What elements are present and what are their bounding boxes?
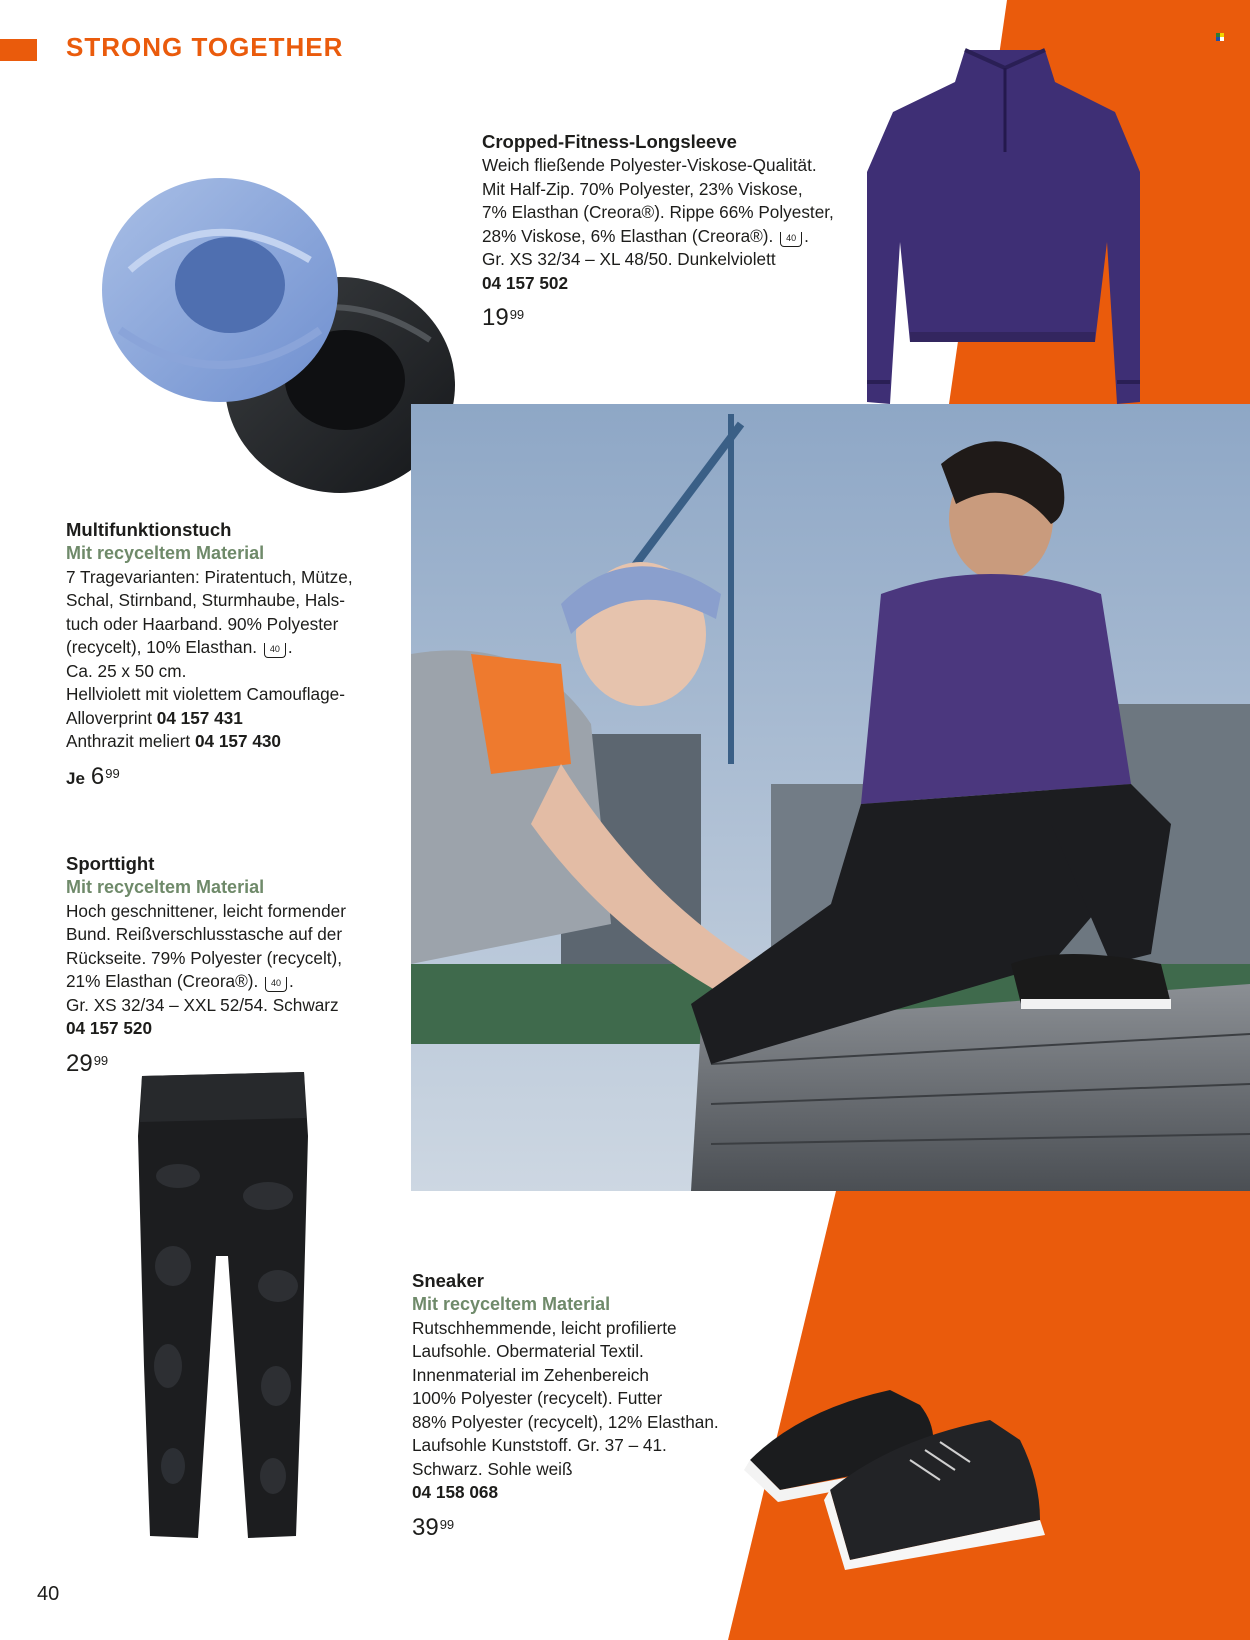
wash-40-icon: 40 xyxy=(780,232,802,247)
page-number: 40 xyxy=(37,1583,60,1605)
scarf-subtitle: Mit recyceltem Material xyxy=(66,543,265,563)
sport-tights-image xyxy=(128,1066,318,1546)
tights-line: 21% Elasthan (Creora®). xyxy=(66,971,259,991)
tights-price-main: 29 xyxy=(66,1049,93,1077)
tights-price-cents: 99 xyxy=(93,1052,109,1068)
tights-line: Rückseite. 79% Polyester (recycelt), xyxy=(66,947,343,968)
scarf-line: Ca. 25 x 50 cm. xyxy=(66,660,187,681)
longsleeve-line: 7% Elasthan (Creora®). Rippe 66% Polyester, xyxy=(482,202,834,222)
sneaker-line: Schwarz. Sohle weiß xyxy=(412,1458,573,1479)
scarf-price-prefix: Je xyxy=(66,768,85,788)
longsleeve-price-cents: 99 xyxy=(509,307,525,322)
sneaker-line: 100% Polyester (recycelt). Futter xyxy=(412,1388,663,1408)
longsleeve-price-main: 19 xyxy=(482,304,509,331)
sneaker-line: Laufsohle Kunststoff. Gr. 37 – 41. xyxy=(412,1435,667,1455)
scarf-description xyxy=(66,518,353,794)
scarf-line: Hellviolett mit violettem Camouflage- xyxy=(66,684,345,704)
longsleeve-price xyxy=(482,303,834,333)
scarf-variant-1 xyxy=(66,707,353,731)
longsleeve-line: 28% Viskose, 6% Elasthan (Creora®). xyxy=(482,225,774,246)
longsleeve-title: Cropped-Fitness-Longsleeve xyxy=(482,131,737,152)
longsleeve-article-code: 04 157 502 xyxy=(482,272,569,293)
sneaker-subtitle: Mit recyceltem Material xyxy=(412,1294,611,1314)
scarf-title: Multifunktionstuch xyxy=(66,519,232,540)
scarf-wash-suffix: . xyxy=(287,637,293,657)
sneaker-line: Laufsohle. Obermaterial Textil. xyxy=(412,1341,644,1361)
sneaker-price-cents: 99 xyxy=(439,1516,455,1532)
tights-title: Sporttight xyxy=(66,853,155,874)
scarf-line: (recycelt), 10% Elasthan. xyxy=(66,637,258,657)
scarf-line-with-wash xyxy=(66,636,353,660)
tights-line: Hoch geschnittener, leicht formender xyxy=(66,900,346,921)
tights-line: Bund. Reißverschlusstasche auf der xyxy=(66,924,343,944)
tights-wash-suffix: . xyxy=(289,971,294,991)
tights-subtitle: Mit recyceltem Material xyxy=(66,877,265,897)
scarf-line: Schal, Stirnband, Sturmhaube, Hals- xyxy=(66,590,345,610)
sneaker-image xyxy=(740,1370,1050,1570)
sneaker-description xyxy=(412,1269,719,1543)
fitness-stretching-photo xyxy=(411,404,1250,1191)
sneaker-article-code: 04 158 068 xyxy=(412,1482,499,1502)
corner-registration-mark xyxy=(1216,33,1224,41)
tights-line-with-wash xyxy=(66,970,346,994)
header-accent-bar xyxy=(0,39,37,61)
scarf-variant-1-text: Alloverprint xyxy=(66,707,152,728)
page-title: STRONG TOGETHER xyxy=(66,32,344,62)
wash-40-icon: 40 xyxy=(264,643,286,658)
tights-article-code: 04 157 520 xyxy=(66,1018,153,1038)
sneaker-line: 88% Polyester (recycelt), 12% Elasthan. xyxy=(412,1411,719,1432)
longsleeve-wash-suffix: . xyxy=(804,225,809,246)
longsleeve-description xyxy=(482,130,834,333)
scarf-variant-1-code: 04 157 431 xyxy=(156,707,243,728)
tights-description xyxy=(66,852,346,1079)
tights-line: Gr. XS 32/34 – XXL 52/54. Schwarz xyxy=(66,994,339,1015)
scarf-price xyxy=(66,762,353,794)
longsleeve-line-with-wash xyxy=(482,225,834,249)
scarf-line: tuch oder Haarband. 90% Polyester xyxy=(66,613,339,634)
longsleeve-line: Gr. XS 32/34 – XL 48/50. Dunkelviolett xyxy=(482,249,776,269)
wash-40-icon: 40 xyxy=(265,977,287,992)
scarf-line: 7 Tragevarianten: Piratentuch, Mütze, xyxy=(66,566,353,587)
scarf-price-cents: 99 xyxy=(105,765,120,781)
longsleeve-line: Mit Half-Zip. 70% Polyester, 23% Viskose, xyxy=(482,178,803,199)
longsleeve-line: Weich fließende Polyester-Viskose-Qualität. xyxy=(482,155,817,175)
sneaker-price xyxy=(412,1513,719,1543)
longsleeve-image xyxy=(855,42,1155,422)
sneaker-price-main: 39 xyxy=(412,1513,439,1541)
sneaker-title: Sneaker xyxy=(412,1270,484,1291)
scarf-variant-2 xyxy=(66,730,353,754)
scarf-price-main: 6 xyxy=(90,762,105,790)
scarf-variant-2-text: Anthrazit meliert xyxy=(66,731,191,751)
sneaker-line: Innenmaterial im Zehenbereich xyxy=(412,1364,649,1385)
scarf-variant-2-code: 04 157 430 xyxy=(194,731,281,751)
sneaker-line: Rutschhemmende, leicht profilierte xyxy=(412,1317,677,1338)
